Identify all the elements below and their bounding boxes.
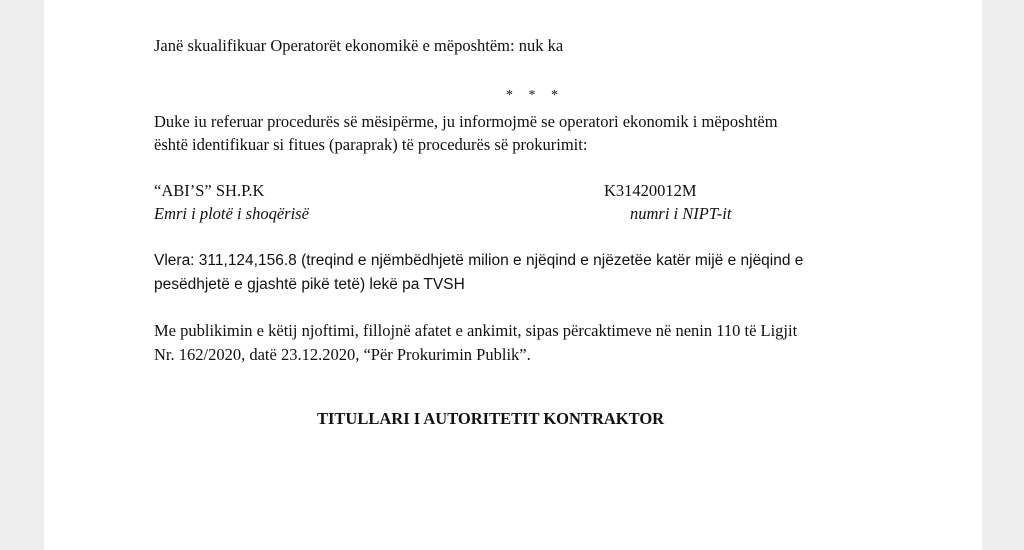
- publication-line-2: Nr. 162/2020, datë 23.12.2020, “Për Prokurimin Publik”.: [154, 345, 531, 364]
- publication-line-1: Me publikimin e këtij njoftimi, fillojnë afatet e ankimit, sipas përcaktimeve në nenin 110 të Ligjit: [154, 321, 798, 340]
- intro-line-1: Duke iu referuar procedurës së mësipërme, ju informojmë se operatori ekonomik i mëposhtëm: [154, 112, 778, 131]
- winner-nipt: K31420012M: [604, 181, 697, 200]
- value-line-2: pesëdhjetë e gjashtë pikë tetë) lekë pa TVSH: [154, 276, 465, 293]
- winner-name-caption: Emri i plotë i shoqërisë: [154, 204, 309, 223]
- disqualified-operators-line: Janë skualifikuar Operatorët ekonomikë e mëposhtëm: nuk ka: [154, 36, 564, 55]
- document-page: [44, 0, 982, 550]
- winner-nipt-caption: numri i NIPT-it: [630, 204, 732, 223]
- winner-name: “ABI’S” SH.P.K: [154, 181, 265, 200]
- section-separator: * * *: [506, 88, 564, 103]
- signature-title: TITULLARI I AUTORITETIT KONTRAKTOR: [317, 409, 665, 428]
- value-line-1: Vlera: 311,124,156.8 (treqind e njëmbëdhjetë milion e njëqind e njëzetëe katër mijë e njëqind e: [154, 252, 804, 269]
- intro-line-2: është identifikuar si fitues (paraprak) të procedurës së prokurimit:: [154, 135, 588, 154]
